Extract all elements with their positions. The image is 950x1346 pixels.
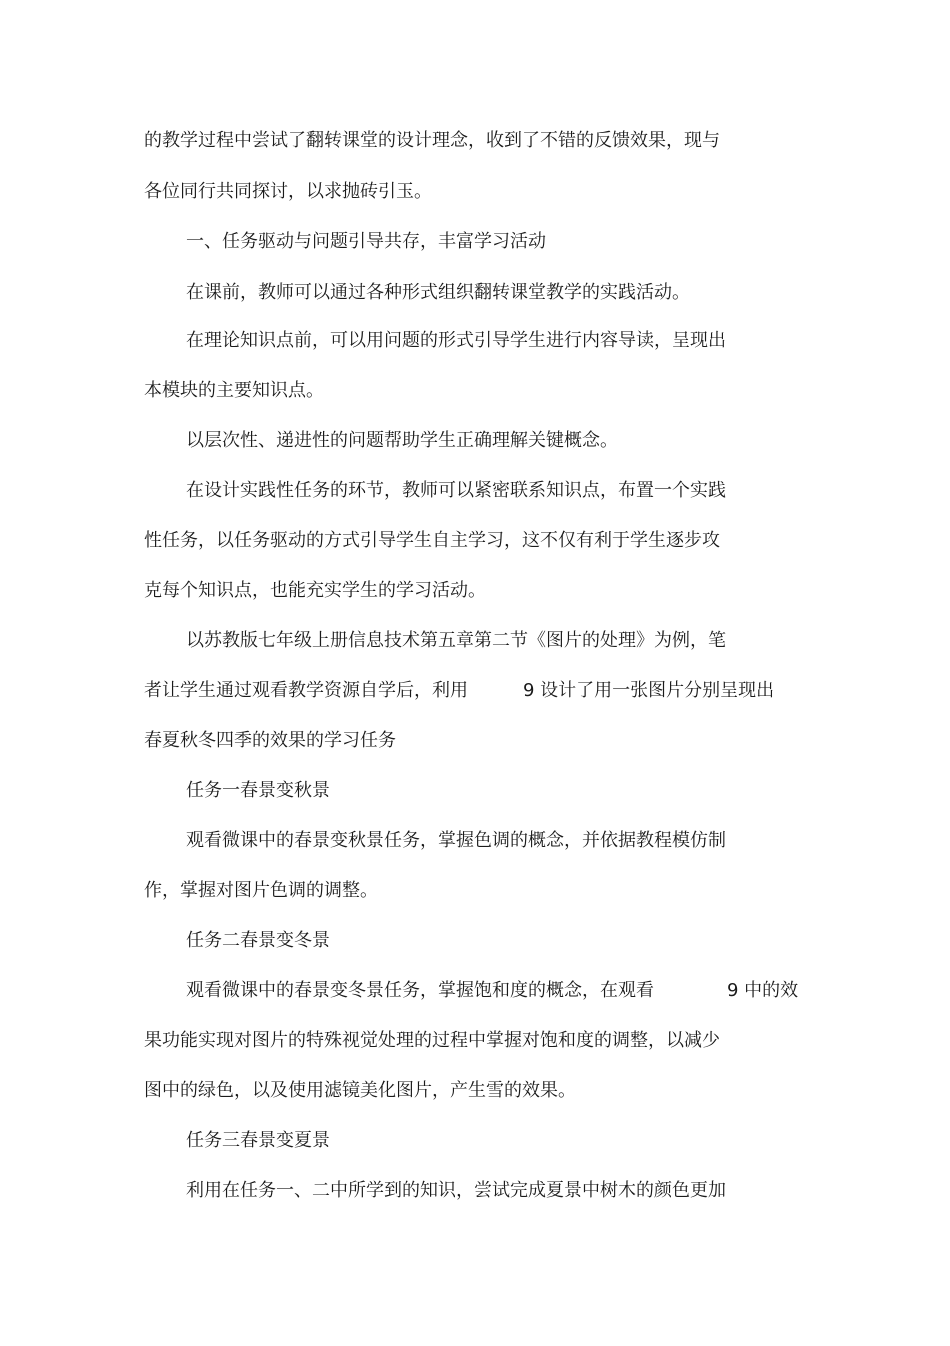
text-line: 克每个知识点，也能充实学生的学习活动。 xyxy=(144,580,486,601)
task-heading: 任务三春景变夏景 xyxy=(186,1130,330,1151)
text-line: 果功能实现对图片的特殊视觉处理的过程中掌握对饱和度的调整，以减少 xyxy=(144,1030,720,1051)
text-line: 利用在任务一、二中所学到的知识，尝试完成夏景中树木的颜色更加 xyxy=(186,1180,726,1201)
text-line: 图中的绿色，以及使用滤镜美化图片，产生雪的效果。 xyxy=(144,1080,576,1101)
text-line: 在理论知识点前，可以用问题的形式引导学生进行内容导读，呈现出 xyxy=(186,330,726,351)
text-line: 各位同行共同探讨，以求抛砖引玉。 xyxy=(144,181,432,202)
text-line-continuation: 9 中的效 xyxy=(727,980,799,1001)
text-line: 春夏秋冬四季的效果的学习任务 xyxy=(144,730,396,751)
text-line: 的教学过程中尝试了翻转课堂的设计理念，收到了不错的反馈效果，现与 xyxy=(144,130,720,151)
text-line: 者让学生通过观看教学资源自学后，利用 xyxy=(144,680,468,701)
text-line: 作，掌握对图片色调的调整。 xyxy=(144,880,378,901)
text-line: 以层次性、递进性的问题帮助学生正确理解关键概念。 xyxy=(186,430,618,451)
text-line: 本模块的主要知识点。 xyxy=(144,380,324,401)
task-heading: 任务一春景变秋景 xyxy=(186,780,330,801)
section-heading: 一、任务驱动与问题引导共存，丰富学习活动 xyxy=(186,231,546,252)
task-heading: 任务二春景变冬景 xyxy=(186,930,330,951)
text-line: 性任务，以任务驱动的方式引导学生自主学习，这不仅有利于学生逐步攻 xyxy=(144,530,720,551)
text-line: 观看微课中的春景变冬景任务，掌握饱和度的概念，在观看 xyxy=(186,980,654,1001)
text-line-continuation: 9 设计了用一张图片分别呈现出 xyxy=(523,680,775,701)
text-line: 观看微课中的春景变秋景任务，掌握色调的概念，并依据教程模仿制 xyxy=(186,830,726,851)
text-line: 在设计实践性任务的环节，教师可以紧密联系知识点，布置一个实践 xyxy=(186,480,726,501)
text-line: 在课前，教师可以通过各种形式组织翻转课堂教学的实践活动。 xyxy=(186,282,690,303)
text-line: 以苏教版七年级上册信息技术第五章第二节《图片的处理》为例，笔 xyxy=(186,630,726,651)
